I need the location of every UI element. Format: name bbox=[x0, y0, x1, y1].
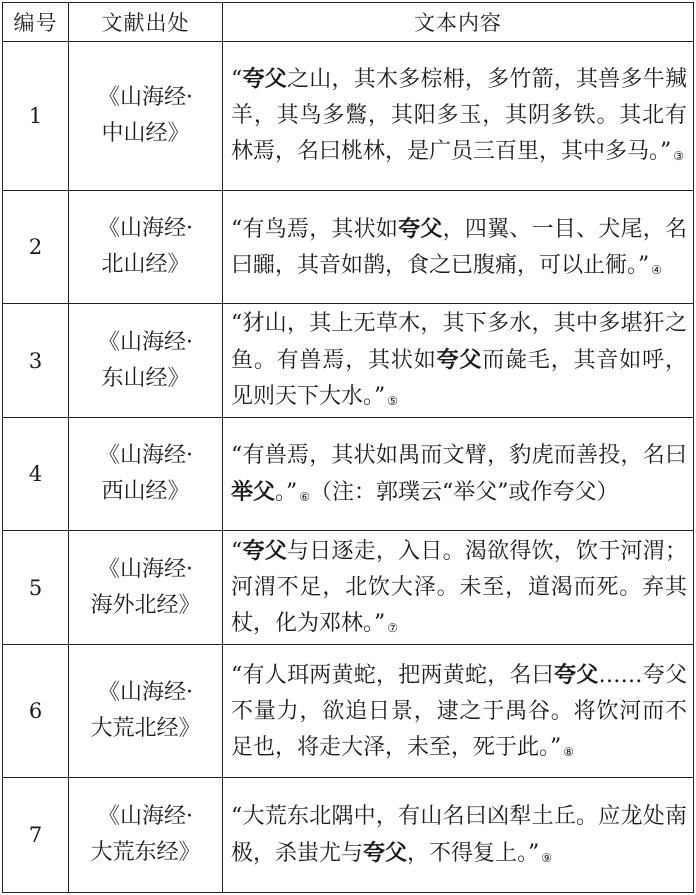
row-source bbox=[69, 531, 223, 644]
row-text bbox=[223, 778, 694, 893]
highlighted-name: 举父 bbox=[231, 478, 276, 505]
text-segment: “ bbox=[231, 539, 243, 564]
source-line: 《山海经· bbox=[98, 556, 193, 582]
text-segment: 与日逐走，入日。渴欲得饮，饮于河渭；河渭不足，北饮大泽。未至，道渴而死。弃其杖，化为邓林。” bbox=[231, 539, 687, 636]
header-text: 文本内容 bbox=[223, 3, 694, 42]
highlighted-name: 夸父 bbox=[363, 839, 408, 866]
row-text bbox=[223, 644, 694, 778]
table-row bbox=[3, 190, 694, 303]
text-segment: ……夸父不量力，欲追日景，逮之于禺谷。将饮河而不足也，将走大泽，未至，死于此。” bbox=[231, 662, 687, 760]
source-line: 《山海经· bbox=[98, 804, 193, 830]
footnote-marker: ⑤ bbox=[387, 394, 399, 409]
row-source bbox=[69, 42, 223, 191]
source-line: 《山海经· bbox=[98, 680, 193, 706]
header-number: 编号 bbox=[3, 3, 69, 42]
literature-table bbox=[2, 2, 694, 893]
text-segment: 而彘毛，其音如呼，见则天下大水。” bbox=[231, 348, 687, 410]
source-line: 海外北经》 bbox=[90, 592, 201, 618]
table-body bbox=[3, 42, 694, 893]
header-source: 文献出处 bbox=[69, 3, 223, 42]
row-source bbox=[69, 644, 223, 778]
row-number: 7 bbox=[3, 778, 69, 893]
footnote-marker: ⑥ bbox=[299, 489, 311, 504]
text-segment: “有人珥两黄蛇，把两黄蛇，名曰 bbox=[231, 662, 554, 688]
footnote-marker: ⑦ bbox=[387, 621, 399, 635]
highlighted-name: 夸父 bbox=[436, 347, 483, 374]
source-line: 东山经》 bbox=[101, 365, 190, 391]
footnote-marker: ⑨ bbox=[541, 850, 553, 865]
footnote-marker: ③ bbox=[673, 149, 685, 164]
row-text bbox=[223, 190, 694, 303]
row-text bbox=[223, 531, 694, 644]
highlighted-name: 夸父 bbox=[398, 215, 443, 242]
row-source bbox=[69, 190, 223, 303]
source-line: 《山海经· bbox=[98, 216, 193, 242]
highlighted-name: 夸父 bbox=[242, 538, 287, 564]
row-text bbox=[223, 417, 694, 530]
source-line: 北山经》 bbox=[101, 252, 190, 278]
table-row bbox=[3, 644, 694, 778]
source-line: 中山经》 bbox=[101, 120, 190, 146]
annotation-text: （注：郭璞云“举父”或作夸父） bbox=[310, 479, 619, 505]
row-number: 6 bbox=[3, 644, 69, 778]
table-row bbox=[3, 531, 694, 644]
row-source bbox=[69, 304, 223, 417]
footnote-marker: ④ bbox=[651, 262, 663, 277]
table-row bbox=[3, 778, 694, 893]
table-row bbox=[3, 417, 694, 530]
text-segment: 之山，其木多棕枏，多竹箭，其兽多牛羬羊，其鸟多鷩，其阳多玉，其阴多铁。其北有林焉，名曰桃林，是广员三百里，其中多马。” bbox=[231, 67, 687, 165]
row-source bbox=[69, 417, 223, 530]
row-number: 3 bbox=[3, 304, 69, 417]
text-segment: 。” bbox=[275, 479, 298, 505]
row-number: 2 bbox=[3, 190, 69, 303]
text-segment: ，不得复上。” bbox=[407, 840, 540, 866]
row-number: 5 bbox=[3, 531, 69, 644]
source-line: 大荒东经》 bbox=[90, 840, 201, 866]
row-number: 1 bbox=[3, 42, 69, 191]
row-text bbox=[223, 304, 694, 417]
source-line: 《山海经· bbox=[98, 84, 193, 110]
text-segment: “大荒东北隅中，有山名曰凶犁土丘。应龙处南极，杀蚩尤与 bbox=[231, 803, 687, 866]
text-segment: ，四翼、一目、犬尾，名曰嚻，其音如鹊，食之已腹痛，可以止衕。” bbox=[231, 216, 687, 278]
source-line: 西山经》 bbox=[101, 479, 190, 505]
source-line: 《山海经· bbox=[98, 443, 193, 469]
highlighted-name: 夸父 bbox=[553, 661, 599, 688]
row-number: 4 bbox=[3, 417, 69, 530]
row-source bbox=[69, 778, 223, 893]
table-header-row bbox=[3, 3, 694, 42]
source-line: 《山海经· bbox=[98, 329, 193, 355]
text-segment: “有鸟焉，其状如 bbox=[231, 216, 399, 242]
table-row bbox=[3, 42, 694, 191]
text-segment: “ bbox=[231, 67, 243, 93]
text-segment: “犲山，其上无草木，其下多水，其中多堪犴之鱼。有兽焉，其状如 bbox=[231, 311, 687, 374]
highlighted-name: 夸父 bbox=[242, 66, 287, 93]
footnote-marker: ⑧ bbox=[563, 744, 575, 759]
text-segment: “有兽焉，其状如禺而文臂，豹虎而善投，名曰 bbox=[231, 442, 687, 468]
row-text bbox=[223, 42, 694, 191]
table-row bbox=[3, 304, 694, 417]
source-line: 大荒北经》 bbox=[90, 716, 201, 742]
